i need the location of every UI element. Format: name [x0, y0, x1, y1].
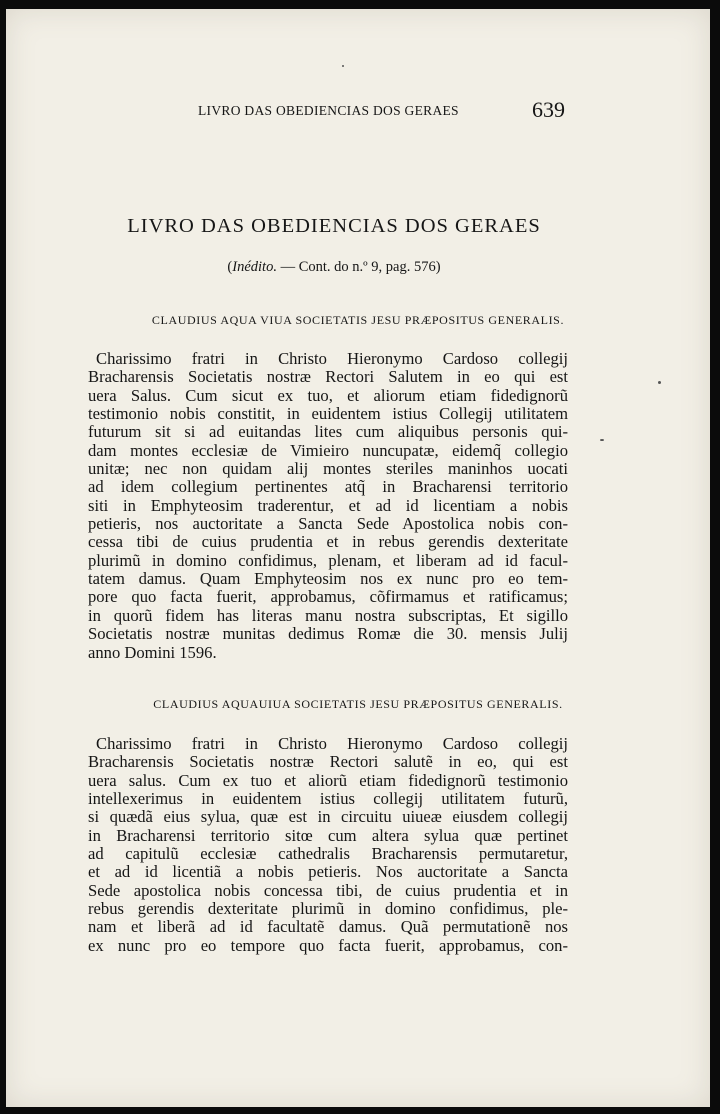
- text-line: Bracharensis Societatis nostræ Rectori salutẽ in eo, qui est: [88, 752, 568, 772]
- section-2-heading: CLAUDIUS AQUAUIUA SOCIETATIS JESU PRÆPOSITUS GENERALIS.: [153, 697, 563, 711]
- text-line: si quædã eius sylua, quæ est in circuitu uiueæ eiusdem collegij: [88, 807, 568, 827]
- main-title: LIVRO DAS OBEDIENCIAS DOS GERAES: [127, 215, 541, 237]
- text-line: anno Domini 1596.: [88, 642, 217, 662]
- page-number: 639: [532, 97, 565, 122]
- text-line: in quorũ fidem has literas manu nostra subscriptas, Et sigillo: [88, 605, 568, 625]
- text-line: Sede apostolica nobis concessa tibi, de cuius prudentia et in: [88, 880, 568, 900]
- paper-speck: [600, 439, 604, 441]
- subtitle-citation: — Cont. do n.º 9, pag. 576): [276, 259, 441, 275]
- text-line: futurum sit si ad euitandas lites cum aliquibus personis qui-: [88, 422, 568, 442]
- text-line: ex nunc pro eo tempore quo facta fuerit, approbamus, con-: [88, 935, 568, 955]
- text-line: plurimũ in domino confidimus, plenam, et liberam ad id facul-: [88, 550, 568, 570]
- text-line: ad idem collegium pertinentes atq̃ in Bracharensi territorio: [88, 477, 568, 497]
- paper-speck: [658, 381, 661, 384]
- running-head: [6, 97, 710, 127]
- text-line: testimonio nobis constitit, in euidentem istius Collegij utilitatem: [88, 404, 568, 424]
- text-line: intellexerimus in euidentem istius collegij utilitatem futurũ,: [88, 789, 568, 809]
- text-line: pore quo facta fuerit, approbamus, cõfirmamus et ratificamus;: [88, 587, 568, 607]
- text-line: Societatis nostræ munitas dedimus Romæ die 30. mensis Julij: [88, 624, 568, 644]
- text-line: uera Salus. Cum sicut ex tuo, et aliorum etiam fidedignorũ: [88, 385, 568, 405]
- text-line: uera salus. Cum ex tuo et aliorũ etiam fidedignorũ testimonio: [88, 770, 568, 790]
- text-line: Charissimo fratri in Christo Hieronymo Cardoso collegij: [96, 349, 568, 368]
- text-line: siti in Emphyteosim traderentur, et ad id licentiam a nobis: [88, 495, 568, 515]
- text-line: cessa tibi de cuius prudentia et in rebus gerendis dexteritate: [88, 532, 568, 552]
- section-1-paragraph: [88, 350, 568, 662]
- text-line: Bracharensis Societatis nostræ Rectori Salutem in eo qui est: [88, 367, 568, 387]
- subtitle-open-paren: (: [227, 259, 233, 275]
- section-2-paragraph: [88, 735, 568, 955]
- text-line: et ad id licentiã a nobis petieris. Nos auctoritate a Sancta: [88, 862, 568, 882]
- subtitle: [6, 259, 662, 276]
- text-line: Charissimo fratri in Christo Hieronymo Cardoso collegij: [96, 734, 568, 753]
- text-line: in Bracharensi territorio sitœ cum altera sylua quæ pertinet: [88, 825, 568, 845]
- text-line: ad capitulũ ecclesiæ cathedralis Bracharensis permutaretur,: [88, 844, 568, 864]
- text-line: nam et liberã ad id facultatẽ damus. Quã permutationẽ nos: [88, 917, 568, 937]
- text-line: dam montes ecclesiæ de Vimieiro nuncupatæ, eidemq̃ collegio: [88, 440, 568, 460]
- paper-speck: [342, 65, 344, 67]
- document-page: [6, 9, 710, 1107]
- text-line: tatem damus. Quam Emphyteosim nos ex nunc pro eo tem-: [88, 569, 568, 589]
- subtitle-inedito: Inédito.: [232, 259, 277, 275]
- text-line: petieris, nos auctoritate a Sancta Sede Apostolica nobis con-: [88, 514, 568, 534]
- text-line: rebus gerendis dexteritate plurimũ in domino confidimus, ple-: [88, 899, 568, 919]
- text-line: unitæ; nec non quidam alij montes steriles maninhos uocati: [88, 459, 568, 479]
- section-1-heading: CLAUDIUS AQUA VIUA SOCIETATIS JESU PRÆPOSITUS GENERALIS.: [151, 313, 565, 327]
- running-head-title: LIVRO DAS OBEDIENCIAS DOS GERAES: [198, 103, 459, 118]
